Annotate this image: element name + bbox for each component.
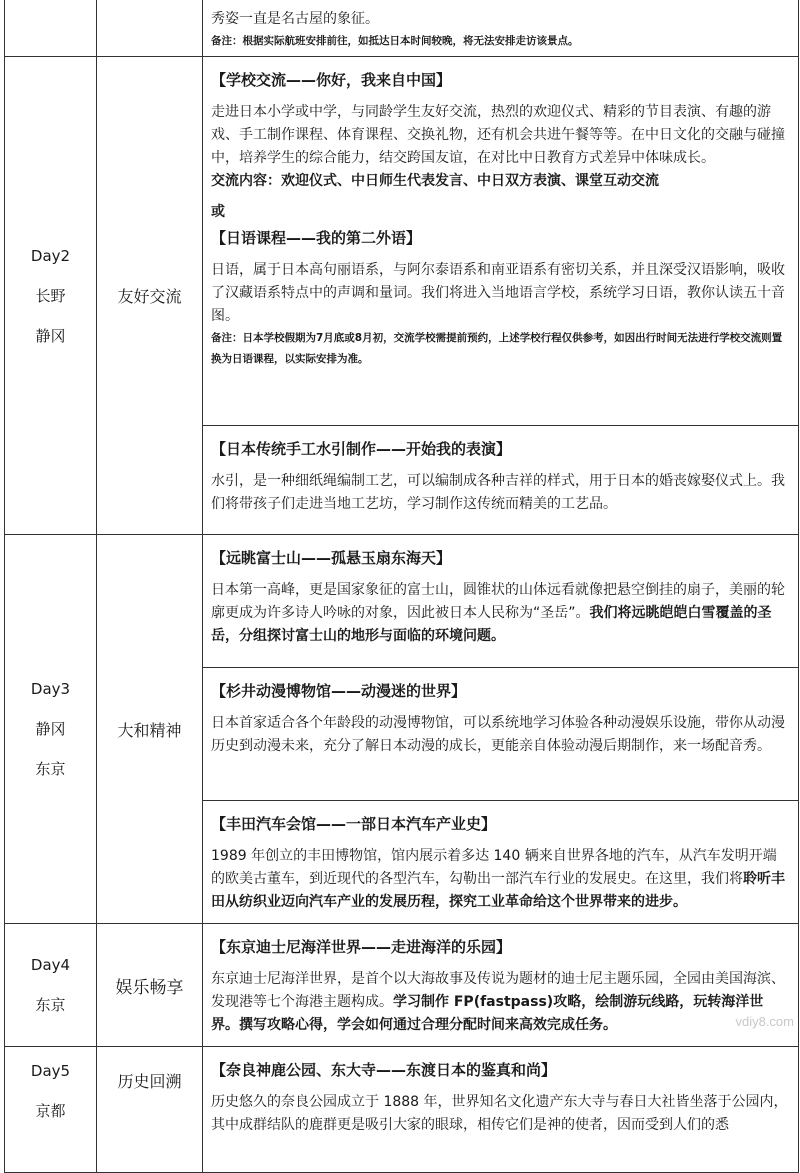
paragraph-bold: 学习制作 FP(fastpass)攻略，绘制游玩线路，玩转海洋世界。撰写攻略心得，学会如何通过合理分配时间来高效完成任务。: [211, 994, 764, 1033]
paragraph-bold: 聆听丰田从纺织业迈向汽车产业的发展历程，探究工业革命给这个世界带来的进步。: [211, 871, 785, 910]
city-label: 东京: [35, 996, 66, 1014]
activity-title: 【奈良神鹿公园、东大寺——东渡日本的鉴真和尚】: [211, 1061, 557, 1079]
paragraph-text: 日本第一高峰，更是国家象征的富士山，圆锥状的山体远看就像把悬空倒挂的扇子，美丽的轮廓更成为许多诗人吟咏的对象，因此被日本人民称为“圣岳”。: [211, 582, 785, 621]
paragraph-text: 1989 年创立的丰田博物馆，馆内展示着多达 140 辆来自世界各地的汽车，从汽车发明开端的欧美古董车，到近现代的各型汽车，勾勒出一部汽车行业的发展史。在这里，我们将: [211, 848, 777, 887]
table-row: [5, 535, 799, 668]
table-row: [5, 0, 799, 57]
exchange-content: 交流内容：欢迎仪式、中日师生代表发言、中日双方表演、课堂互动交流: [211, 173, 659, 189]
day-cell: [5, 924, 97, 1047]
paragraph: 日本首家适合各个年龄段的动漫博物馆，可以系统地学习体验各种动漫娱乐设施，带你从动漫历史到动漫未来，充分了解日本动漫的成长，更能亲自体验动漫后期制作，来一场配音秀。: [211, 715, 785, 754]
paragraph: [211, 845, 790, 914]
content-cell: [203, 0, 799, 57]
content-cell: [203, 57, 799, 426]
day-cell: [5, 535, 97, 924]
or-label: 或: [211, 204, 225, 220]
city-label: 东京: [35, 760, 66, 778]
note: 备注：日本学校假期为7月底或8月初，交流学校需提前预约，上述学校行程仅供参考，如因出行时间无法进行学校交流则置换为日语课程，以实际安排为准。: [211, 332, 783, 365]
paragraph: 日语，属于日本高句丽语系，与阿尔泰语系和南亚语系有密切关系，并且深受汉语影响，吸收了汉藏语系特点中的声调和量词。我们将进入当地语言学校，系统学习日语，教你认读五十音图。: [211, 262, 785, 324]
itinerary-table: [4, 0, 799, 1173]
city-label: 静冈: [35, 720, 66, 738]
day-label: Day5: [30, 1062, 71, 1080]
table-row: [5, 924, 799, 1047]
city-label: 长野: [35, 286, 66, 305]
day-cell: [5, 1047, 97, 1173]
day-label: Day3: [30, 680, 71, 698]
paragraph: [211, 579, 790, 648]
theme-cell: 娱乐畅享: [97, 924, 203, 1047]
content-cell: [203, 426, 799, 535]
city-label: 静冈: [35, 326, 66, 345]
content-cell: [203, 668, 799, 801]
paragraph: 历史悠久的奈良公园成立于 1888 年，世界知名文化遗产东大寺与春日大社皆坐落于公园内，其中成群结队的鹿群更是吸引大家的眼球，相传它们是神的使者，因而受到人们的悉: [211, 1094, 788, 1133]
activity-title: 【远眺富士山——孤悬玉扇东海天】: [211, 549, 452, 567]
content-cell: [203, 801, 799, 924]
theme-cell: 历史回溯: [97, 1047, 203, 1173]
paragraph: [211, 968, 790, 1037]
paragraph: 秀姿一直是名古屋的象征。: [211, 11, 379, 27]
activity-title: 【学校交流——你好，我来自中国】: [211, 71, 452, 89]
paragraph: 水引，是一种细纸绳编制工艺，可以编制成各种吉祥的样式，用于日本的婚丧嫁娶仪式上。我们将带孩子们走进当地工艺坊，学习制作这传统而精美的工艺品。: [211, 473, 785, 512]
watermark: vdiy8.com: [735, 1014, 794, 1029]
activity-title: 【日语课程——我的第二外语】: [211, 229, 422, 247]
theme-cell: 大和精神: [97, 535, 203, 924]
theme-cell: 友好交流: [97, 57, 203, 535]
note: 备注：根据实际航班安排前往，如抵达日本时间较晚，将无法安排走访该景点。: [211, 35, 579, 47]
paragraph-text: 东京迪士尼海洋世界，是首个以大海故事及传说为题材的迪士尼主题乐园，全园由美国海滨、发现港等七个海港主题构成。: [211, 971, 785, 1010]
itinerary-sheet: [4, 0, 798, 1158]
activity-title: 【日本传统手工水引制作——开始我的表演】: [211, 440, 512, 458]
city-label: 京都: [35, 1102, 66, 1120]
day-label: Day2: [30, 246, 71, 265]
paragraph-bold: 我们将远眺皑皑白雪覆盖的圣岳，分组探讨富士山的地形与面临的环境问题。: [211, 605, 772, 644]
activity-title: 【东京迪士尼海洋世界——走进海洋的乐园】: [211, 938, 512, 956]
table-row: [5, 57, 799, 426]
activity-title: 【杉井动漫博物馆——动漫迷的世界】: [211, 682, 467, 700]
day-label: Day4: [30, 956, 71, 974]
activity-title: 【丰田汽车会馆——一部日本汽车产业史】: [211, 815, 497, 833]
paragraph: 走进日本小学或中学，与同龄学生友好交流，热烈的欢迎仪式、精彩的节目表演、有趣的游戏、手工制作课程、体育课程、交换礼物，还有机会共进午餐等等。在中日文化的交融与碰撞中，培养学生的综合能力，结交跨国友谊，在对比中日教育方式差异中体味成长。: [211, 104, 785, 166]
day-cell: [5, 57, 97, 535]
content-cell: [203, 535, 799, 668]
table-row: [5, 1047, 799, 1173]
content-cell: [203, 1047, 799, 1173]
content-cell: [203, 924, 799, 1047]
